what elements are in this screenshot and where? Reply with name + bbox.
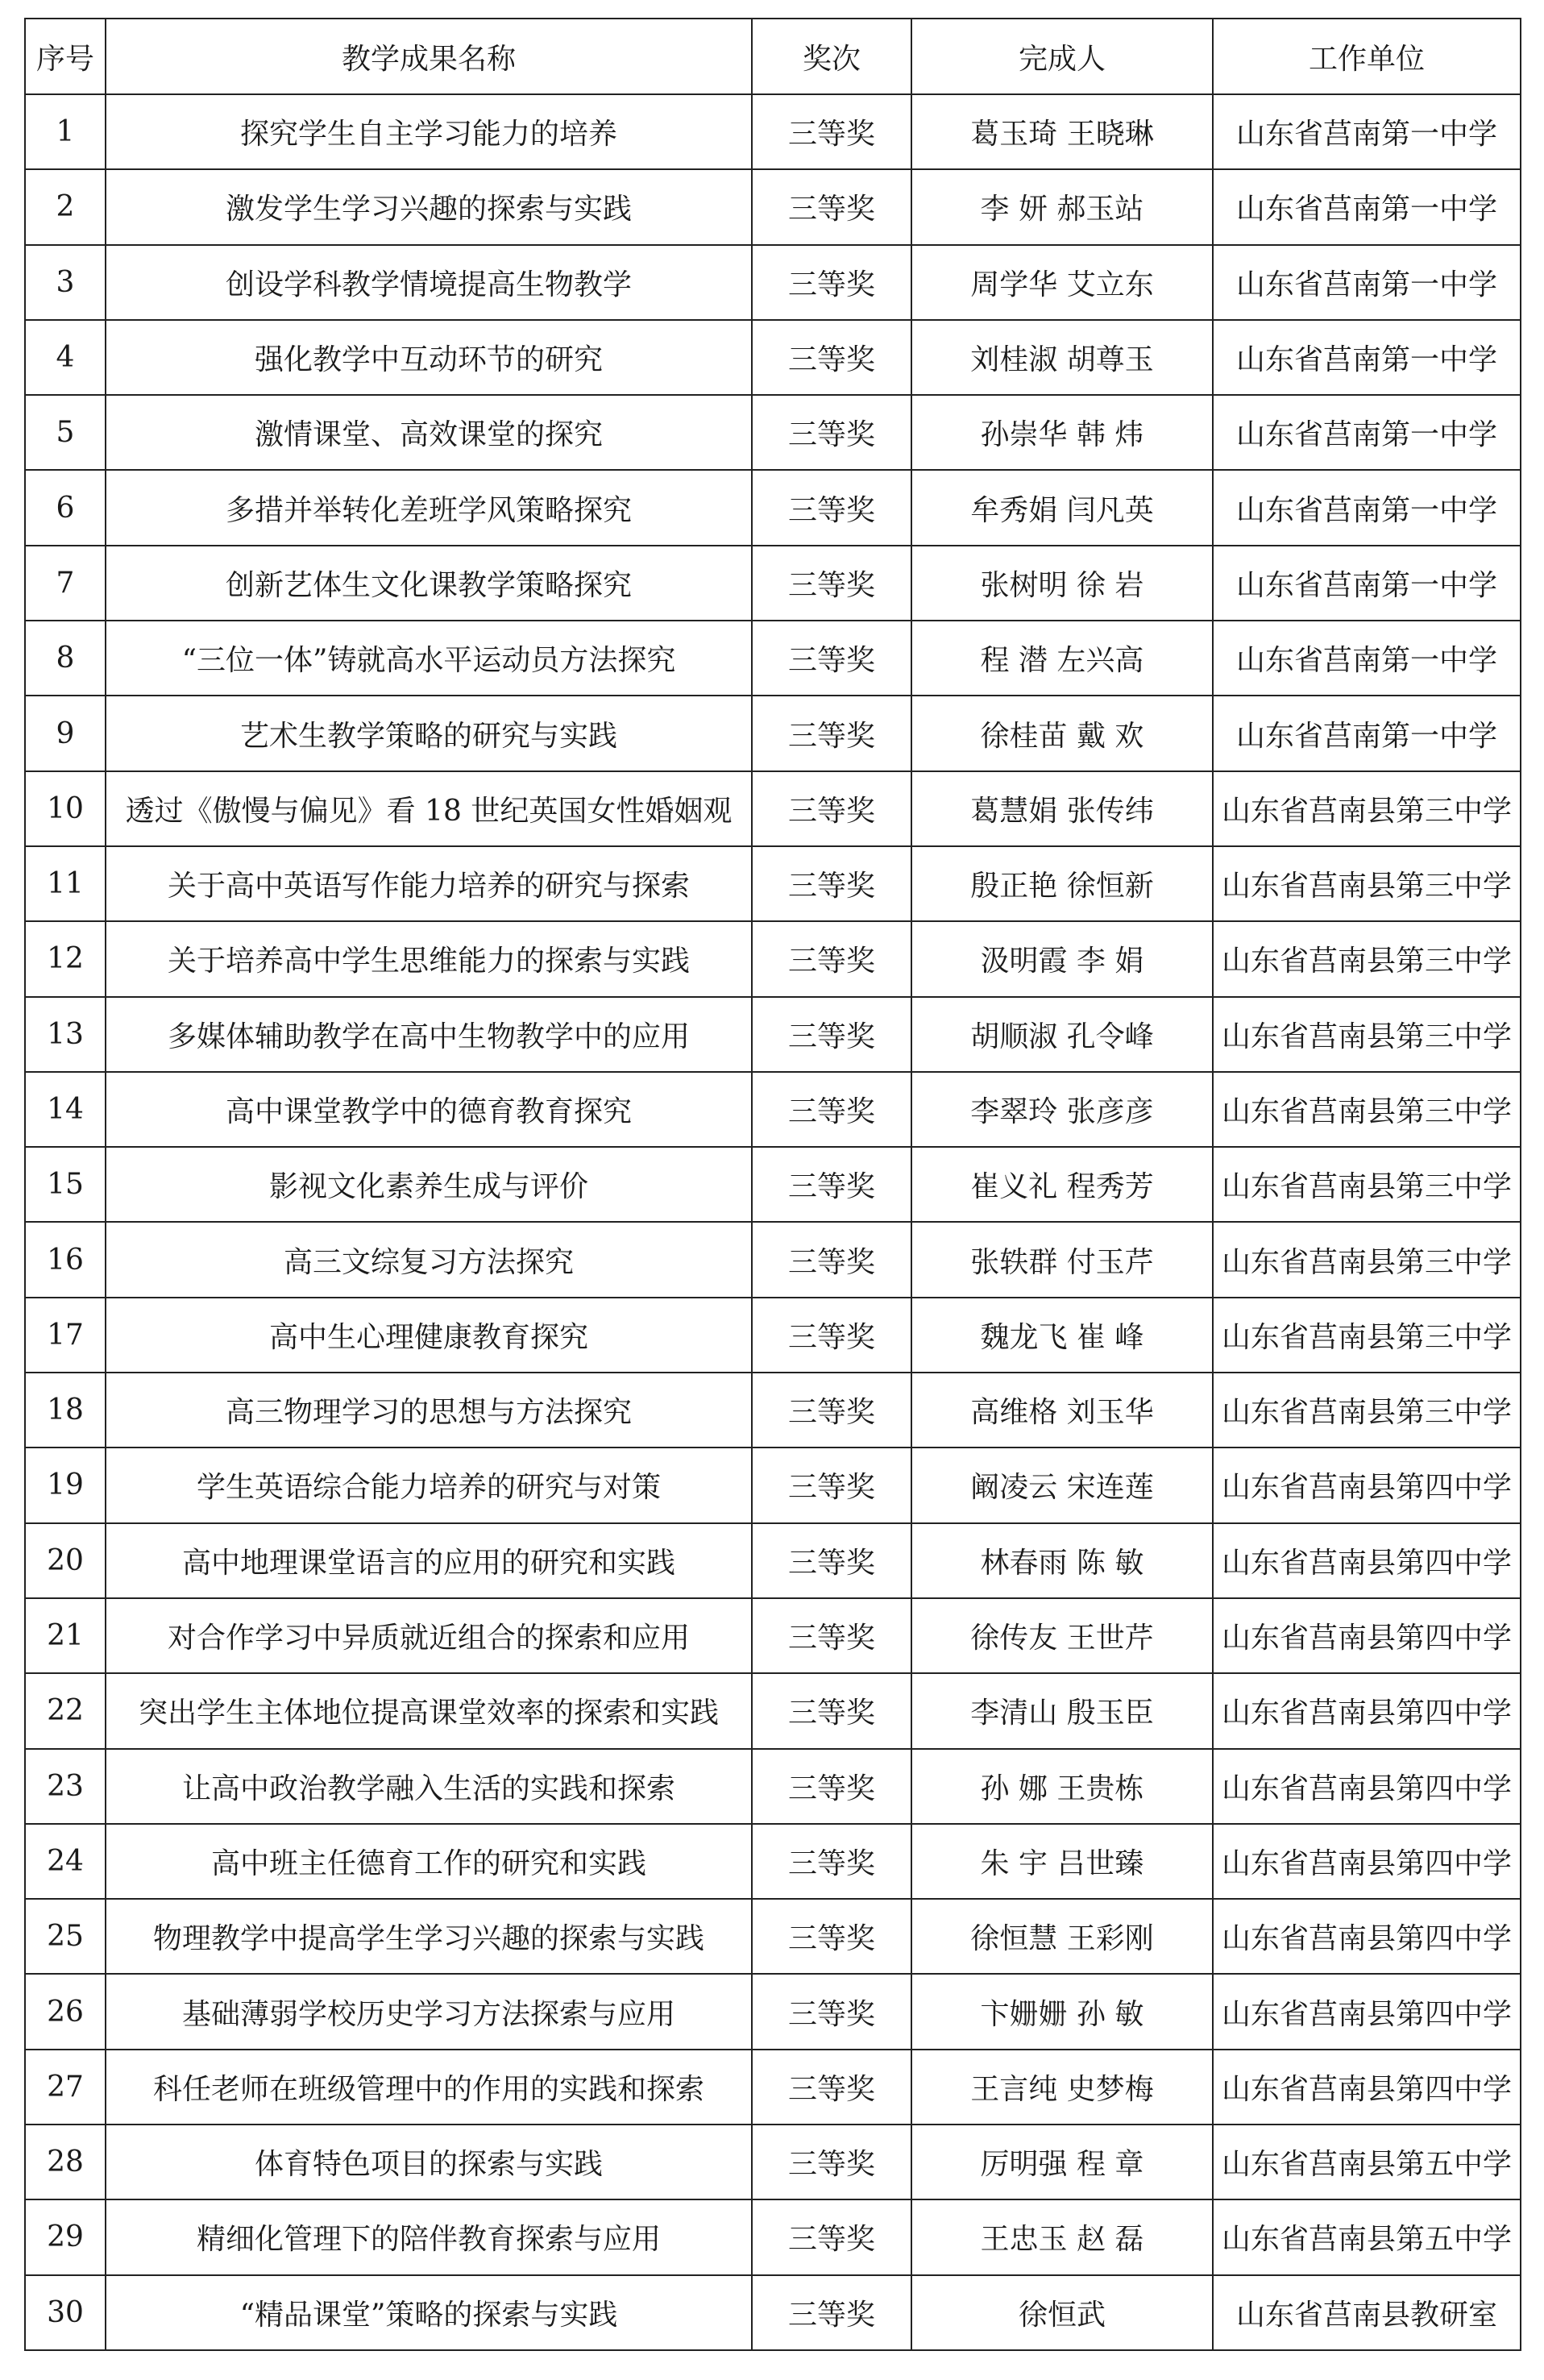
row-unit: 山东省莒南县第四中学: [1213, 1448, 1521, 1522]
row-unit: 山东省莒南第一中学: [1213, 696, 1521, 770]
row-people: 徐传友 王世芹: [911, 1598, 1213, 1673]
row-award: 三等奖: [752, 1974, 911, 2049]
row-title: 艺术生教学策略的研究与实践: [106, 696, 752, 770]
row-title: 高三物理学习的思想与方法探究: [106, 1373, 752, 1448]
row-people: 胡顺淑 孔令峰: [911, 997, 1213, 1072]
row-title: 高中生心理健康教育探究: [106, 1298, 752, 1373]
table-row: [25, 997, 1521, 1072]
table-row: [25, 696, 1521, 770]
table-row: [25, 2199, 1521, 2274]
row-people: 李 妍 郝玉站: [911, 169, 1213, 244]
row-people: 徐恒武: [911, 2275, 1213, 2350]
row-unit: 山东省莒南县第四中学: [1213, 1749, 1521, 1824]
table-row: [25, 921, 1521, 996]
row-people: 刘桂淑 胡尊玉: [911, 320, 1213, 395]
row-award: 三等奖: [752, 395, 911, 470]
header-people: 完成人: [911, 19, 1213, 94]
awards-table: [24, 18, 1521, 2351]
row-people: 朱 宇 吕世臻: [911, 1824, 1213, 1899]
row-award: 三等奖: [752, 1373, 911, 1448]
table-row: [25, 546, 1521, 621]
table-row: [25, 1373, 1521, 1448]
row-award: 三等奖: [752, 921, 911, 996]
row-index: 24: [25, 1824, 106, 1899]
row-award: 三等奖: [752, 997, 911, 1072]
row-award: 三等奖: [752, 320, 911, 395]
row-index: 9: [25, 696, 106, 770]
row-unit: 山东省莒南县第三中学: [1213, 1147, 1521, 1222]
row-unit: 山东省莒南县第三中学: [1213, 1298, 1521, 1373]
row-title: 突出学生主体地位提高课堂效率的探索和实践: [106, 1673, 752, 1748]
row-people: 崔义礼 程秀芳: [911, 1147, 1213, 1222]
row-people: 孙 娜 王贵栋: [911, 1749, 1213, 1824]
row-title: 关于培养高中学生思维能力的探索与实践: [106, 921, 752, 996]
row-unit: 山东省莒南第一中学: [1213, 245, 1521, 320]
row-index: 14: [25, 1072, 106, 1147]
row-unit: 山东省莒南第一中学: [1213, 320, 1521, 395]
row-title: 创新艺体生文化课教学策略探究: [106, 546, 752, 621]
row-award: 三等奖: [752, 1899, 911, 1974]
row-people: 殷正艳 徐恒新: [911, 846, 1213, 921]
row-index: 6: [25, 470, 106, 545]
row-people: 张轶群 付玉芹: [911, 1222, 1213, 1297]
row-award: 三等奖: [752, 696, 911, 770]
row-unit: 山东省莒南县第三中学: [1213, 921, 1521, 996]
row-title: 关于高中英语写作能力培养的研究与探索: [106, 846, 752, 921]
row-people: 阚凌云 宋连莲: [911, 1448, 1213, 1522]
table-row: [25, 1899, 1521, 1974]
row-unit: 山东省莒南县第四中学: [1213, 1974, 1521, 2049]
row-award: 三等奖: [752, 1298, 911, 1373]
row-index: 22: [25, 1673, 106, 1748]
row-title: 体育特色项目的探索与实践: [106, 2125, 752, 2199]
table-row: [25, 470, 1521, 545]
row-unit: 山东省莒南县第四中学: [1213, 2050, 1521, 2125]
row-index: 29: [25, 2199, 106, 2274]
row-people: 王忠玉 赵 磊: [911, 2199, 1213, 2274]
row-award: 三等奖: [752, 846, 911, 921]
row-index: 17: [25, 1298, 106, 1373]
row-people: 程 潜 左兴高: [911, 621, 1213, 696]
row-unit: 山东省莒南第一中学: [1213, 546, 1521, 621]
table-row: [25, 1222, 1521, 1297]
row-index: 23: [25, 1749, 106, 1824]
row-award: 三等奖: [752, 1749, 911, 1824]
row-index: 27: [25, 2050, 106, 2125]
row-award: 三等奖: [752, 1448, 911, 1522]
row-index: 13: [25, 997, 106, 1072]
row-index: 12: [25, 921, 106, 996]
row-people: 高维格 刘玉华: [911, 1373, 1213, 1448]
row-unit: 山东省莒南县第四中学: [1213, 1598, 1521, 1673]
table-row: [25, 2275, 1521, 2350]
row-title: 精细化管理下的陪伴教育探索与应用: [106, 2199, 752, 2274]
table-row: [25, 1523, 1521, 1598]
row-title: 学生英语综合能力培养的研究与对策: [106, 1448, 752, 1522]
row-unit: 山东省莒南县第三中学: [1213, 846, 1521, 921]
row-award: 三等奖: [752, 1673, 911, 1748]
row-title: 激发学生学习兴趣的探索与实践: [106, 169, 752, 244]
row-title: 透过《傲慢与偏见》看 18 世纪英国女性婚姻观: [106, 771, 752, 846]
table-row: [25, 1072, 1521, 1147]
row-unit: 山东省莒南县第三中学: [1213, 1373, 1521, 1448]
header-unit: 工作单位: [1213, 19, 1521, 94]
row-unit: 山东省莒南县第四中学: [1213, 1523, 1521, 1598]
row-title: 高三文综复习方法探究: [106, 1222, 752, 1297]
table-row: [25, 1749, 1521, 1824]
row-award: 三等奖: [752, 2199, 911, 2274]
row-index: 3: [25, 245, 106, 320]
table-row: [25, 245, 1521, 320]
row-index: 21: [25, 1598, 106, 1673]
row-title: 探究学生自主学习能力的培养: [106, 94, 752, 169]
row-title: 基础薄弱学校历史学习方法探索与应用: [106, 1974, 752, 2049]
row-people: 魏龙飞 崔 峰: [911, 1298, 1213, 1373]
row-title: 激情课堂、高效课堂的探究: [106, 395, 752, 470]
row-people: 孙崇华 韩 炜: [911, 395, 1213, 470]
row-award: 三等奖: [752, 1222, 911, 1297]
row-index: 16: [25, 1222, 106, 1297]
row-unit: 山东省莒南第一中学: [1213, 395, 1521, 470]
row-index: 7: [25, 546, 106, 621]
row-people: 李翠玲 张彦彦: [911, 1072, 1213, 1147]
row-title: 强化教学中互动环节的研究: [106, 320, 752, 395]
row-index: 30: [25, 2275, 106, 2350]
row-people: 葛玉琦 王晓琳: [911, 94, 1213, 169]
row-people: 汲明霞 李 娟: [911, 921, 1213, 996]
table-body: [25, 94, 1521, 2350]
table-row: [25, 1824, 1521, 1899]
row-unit: 山东省莒南县第四中学: [1213, 1824, 1521, 1899]
table-header-row: [25, 19, 1521, 94]
row-index: 8: [25, 621, 106, 696]
table-row: [25, 846, 1521, 921]
row-index: 28: [25, 2125, 106, 2199]
table-row: [25, 1598, 1521, 1673]
table-row: [25, 1448, 1521, 1522]
row-unit: 山东省莒南第一中学: [1213, 621, 1521, 696]
row-title: 高中课堂教学中的德育教育探究: [106, 1072, 752, 1147]
row-award: 三等奖: [752, 470, 911, 545]
table-row: [25, 621, 1521, 696]
row-people: 周学华 艾立东: [911, 245, 1213, 320]
row-unit: 山东省莒南县第三中学: [1213, 997, 1521, 1072]
row-index: 26: [25, 1974, 106, 2049]
row-index: 18: [25, 1373, 106, 1448]
row-title: 高中班主任德育工作的研究和实践: [106, 1824, 752, 1899]
row-award: 三等奖: [752, 2050, 911, 2125]
row-index: 10: [25, 771, 106, 846]
row-index: 11: [25, 846, 106, 921]
row-unit: 山东省莒南县第四中学: [1213, 1673, 1521, 1748]
table-row: [25, 169, 1521, 244]
row-title: 物理教学中提高学生学习兴趣的探索与实践: [106, 1899, 752, 1974]
row-award: 三等奖: [752, 2275, 911, 2350]
row-index: 2: [25, 169, 106, 244]
row-index: 19: [25, 1448, 106, 1522]
table-row: [25, 1673, 1521, 1748]
row-title: 科任老师在班级管理中的作用的实践和探索: [106, 2050, 752, 2125]
table-row: [25, 1147, 1521, 1222]
row-unit: 山东省莒南县第三中学: [1213, 1072, 1521, 1147]
row-unit: 山东省莒南县第三中学: [1213, 771, 1521, 846]
row-index: 15: [25, 1147, 106, 1222]
row-title: “三位一体”铸就高水平运动员方法探究: [106, 621, 752, 696]
header-award: 奖次: [752, 19, 911, 94]
row-unit: 山东省莒南县第四中学: [1213, 1899, 1521, 1974]
row-index: 1: [25, 94, 106, 169]
table-row: [25, 320, 1521, 395]
row-unit: 山东省莒南县第三中学: [1213, 1222, 1521, 1297]
row-unit: 山东省莒南第一中学: [1213, 470, 1521, 545]
row-people: 徐桂苗 戴 欢: [911, 696, 1213, 770]
row-title: 创设学科教学情境提高生物教学: [106, 245, 752, 320]
table-row: [25, 1298, 1521, 1373]
row-award: 三等奖: [752, 1523, 911, 1598]
table-row: [25, 1974, 1521, 2049]
row-people: 葛慧娟 张传纬: [911, 771, 1213, 846]
row-award: 三等奖: [752, 1072, 911, 1147]
row-award: 三等奖: [752, 546, 911, 621]
row-award: 三等奖: [752, 1147, 911, 1222]
row-index: 4: [25, 320, 106, 395]
row-people: 王言纯 史梦梅: [911, 2050, 1213, 2125]
row-award: 三等奖: [752, 1824, 911, 1899]
row-award: 三等奖: [752, 2125, 911, 2199]
table-row: [25, 94, 1521, 169]
row-index: 5: [25, 395, 106, 470]
row-title: 多措并举转化差班学风策略探究: [106, 470, 752, 545]
row-unit: 山东省莒南县第五中学: [1213, 2199, 1521, 2274]
row-award: 三等奖: [752, 94, 911, 169]
row-unit: 山东省莒南第一中学: [1213, 169, 1521, 244]
row-unit: 山东省莒南县第五中学: [1213, 2125, 1521, 2199]
row-people: 牟秀娟 闫凡英: [911, 470, 1213, 545]
row-award: 三等奖: [752, 1598, 911, 1673]
table-row: [25, 395, 1521, 470]
row-index: 25: [25, 1899, 106, 1974]
row-title: 影视文化素养生成与评价: [106, 1147, 752, 1222]
row-award: 三等奖: [752, 169, 911, 244]
row-unit: 山东省莒南县教研室: [1213, 2275, 1521, 2350]
row-award: 三等奖: [752, 245, 911, 320]
row-title: 高中地理课堂语言的应用的研究和实践: [106, 1523, 752, 1598]
row-index: 20: [25, 1523, 106, 1598]
row-title: 多媒体辅助教学在高中生物教学中的应用: [106, 997, 752, 1072]
table-row: [25, 2125, 1521, 2199]
row-people: 卞姗姗 孙 敏: [911, 1974, 1213, 2049]
table-row: [25, 2050, 1521, 2125]
row-title: 对合作学习中异质就近组合的探索和应用: [106, 1598, 752, 1673]
row-award: 三等奖: [752, 771, 911, 846]
row-people: 厉明强 程 章: [911, 2125, 1213, 2199]
row-people: 李清山 殷玉臣: [911, 1673, 1213, 1748]
table-row: [25, 771, 1521, 846]
row-award: 三等奖: [752, 621, 911, 696]
row-people: 张树明 徐 岩: [911, 546, 1213, 621]
row-title: 让高中政治教学融入生活的实践和探索: [106, 1749, 752, 1824]
row-people: 林春雨 陈 敏: [911, 1523, 1213, 1598]
row-people: 徐恒慧 王彩刚: [911, 1899, 1213, 1974]
header-index: 序号: [25, 19, 106, 94]
row-title: “精品课堂”策略的探索与实践: [106, 2275, 752, 2350]
header-title: 教学成果名称: [106, 19, 752, 94]
row-unit: 山东省莒南第一中学: [1213, 94, 1521, 169]
